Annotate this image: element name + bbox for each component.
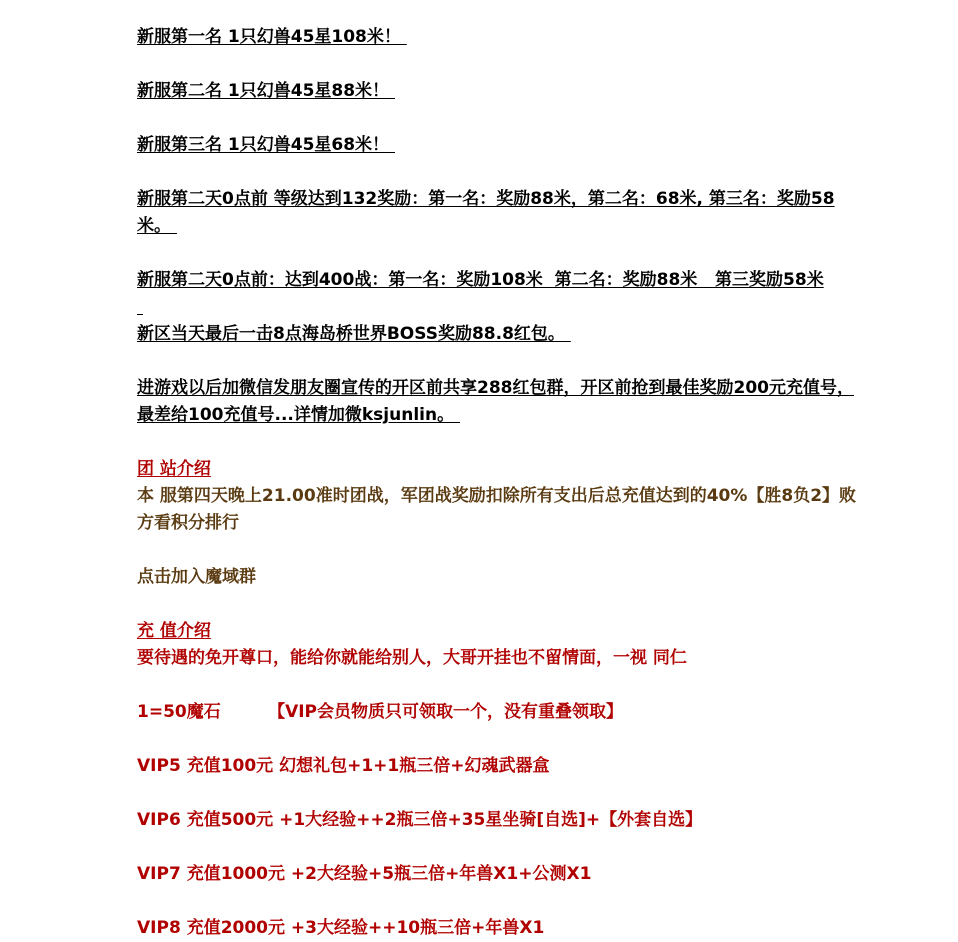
recharge-rate: 1=50魔石 【VIP会员物质只可领取一个，没有重叠领取】 — [137, 702, 624, 722]
promo-first-place: 新服第一名 1只幻兽45星108米！ — [137, 27, 407, 47]
team-heading: 团 站介绍 — [137, 459, 211, 479]
promo-level-reward: 新服第二天0点前 等级达到132奖励：第一名：奖励88米，第二名：68米, 第三名：奖励58米。 — [137, 189, 835, 236]
vip7-tier: VIP7 充值1000元 +2大经验+5瓶三倍+年兽X1+公测X1 — [137, 864, 592, 884]
promo-third-place: 新服第三名 1只幻兽45星68米！ — [137, 135, 395, 155]
vip5-tier: VIP5 充值100元 幻想礼包+1+1瓶三倍+幻魂武器盒 — [137, 756, 550, 776]
promo-second-place: 新服第二名 1只幻兽45星88米！ — [137, 81, 395, 101]
join-group-link[interactable]: 点击加入魔域群 — [137, 567, 256, 587]
promo-boss-reward: 新区当天最后一击8点海岛桥世界BOSS奖励88.8红包。 — [137, 324, 571, 344]
team-description: 本 服第四天晚上21.00准时团战，军团战奖励扣除所有支出后总充值达到的40%【胜8负2】败方看积分排行 — [137, 486, 857, 533]
document-body — [137, 24, 867, 942]
recharge-intro: 要待遇的免开尊口，能给你就能给别人，大哥开挂也不留情面，一视 同仁 — [137, 648, 687, 668]
promo-wechat-reward: 进游戏以后加微信发朋友圈宣传的开区前共享288红包群，开区前抢到最佳奖励200元充值号，最差给100充值号...详情加微ksjunlin。 — [137, 378, 854, 425]
vip8-tier: VIP8 充值2000元 +3大经验++10瓶三倍+年兽X1 — [137, 918, 545, 938]
vip6-tier: VIP6 充值500元 +1大经验++2瓶三倍+35星坐骑[自选]+【外套自选】 — [137, 810, 703, 830]
promo-battle-reward: 新服第二天0点前：达到400战：第一名：奖励108米 第二名：奖励88米 第三奖励58米 — [137, 270, 824, 290]
recharge-heading: 充 值介绍 — [137, 621, 211, 641]
promo-blank-line — [137, 294, 867, 321]
